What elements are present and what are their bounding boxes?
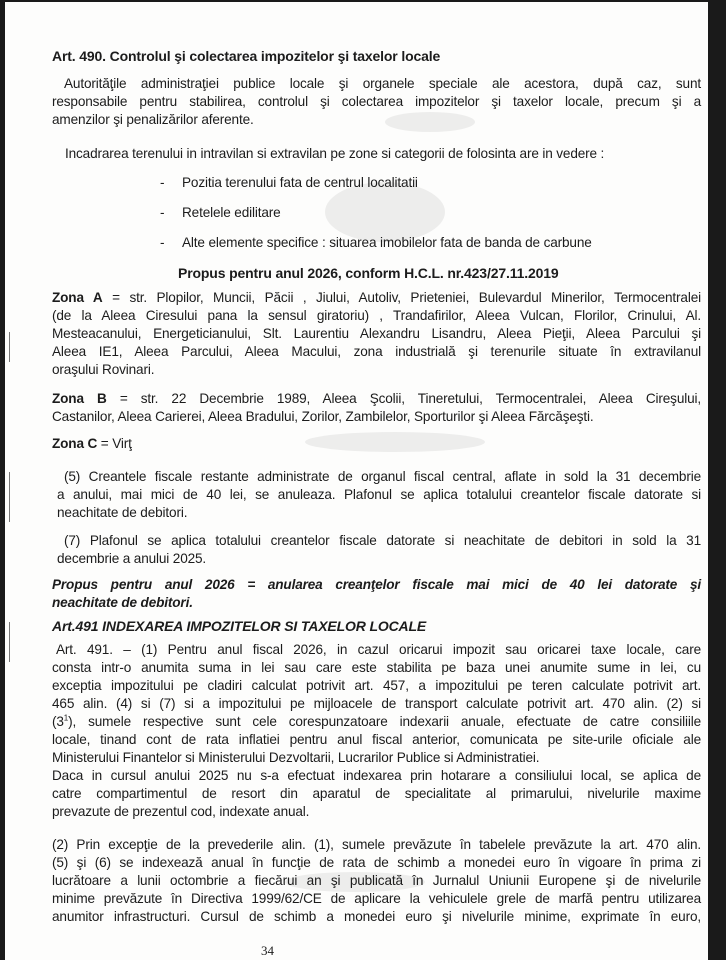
zona-a-line: Aleea IE1, Aleea Parcului, Aleea Macului, zona industrială şi terenurile situate în extravilanul [52, 344, 701, 359]
para5-line: neachitate de debitori. [57, 505, 188, 520]
art491-para2-line: minime prevăzute în Directiva 1999/62/CE de aplicare la vehiculele grele de marfă pentru utilizarea [52, 891, 701, 906]
bullet-item: Retelele edilitare [182, 205, 281, 220]
bullet-item: Pozitia terenului fata de centrul localitatii [182, 175, 418, 190]
para7-line: (7) Plafonul se aplica totalului creantelor fiscale datorate si neachitate de debitori in sold la 31 [64, 533, 701, 548]
art491-para1-line: Art. 491. – (1) Pentru anul fiscal 2026, in cazul oricarui impozit sau oricarei taxe locale, care [56, 642, 701, 657]
zona-c-line [52, 436, 132, 452]
zona-b-line [52, 391, 701, 407]
scan-margin-mark [9, 622, 10, 662]
zona-b-label: Zona B [52, 391, 107, 406]
para5-line: a anului, mai mici de 40 lei, se anuleaza. Plafonul se aplica totalului creantelor fiscale datorate si [57, 487, 701, 502]
daca-line: catre compartimentul de resort din aparatul de specialitate al primarului, nivelurile maxime [52, 786, 701, 801]
land-classification-intro: Incadrarea terenului in intravilan si extravilan pe zone si categorii de folosinta are in vedere : [65, 146, 605, 161]
document-page [5, 2, 708, 960]
art491-heading: Art.491 INDEXAREA IMPOZITELOR SI TAXELOR LOCALE [52, 618, 427, 634]
art491-para1-line: consta intr-o anumita suma in lei sau care este stabilita pe baza unei anumite sume in lei, cu [52, 660, 701, 675]
art491-para1-line: Ministerului Finantelor si Ministerului Dezvoltarii, Lucrarilor Publice si Administratiei. [52, 750, 540, 765]
bullet-marker: - [160, 205, 165, 220]
proposal-2026-line: neachitate de debitori. [52, 595, 193, 610]
zona-a-line [52, 290, 701, 306]
scan-noise [325, 182, 445, 242]
art491-para1-line [52, 714, 701, 730]
art491-para1-line: exceptia impozitului pe cladiri calculat potrivit art. 457, a impozitului pe teren calculate potrivit art. [52, 678, 701, 693]
zona-b-text: = str. 22 Decembrie 1989, Aleea Şcolii, Tineretului, Termocentralei, Aleea Cireşului, [106, 391, 702, 406]
art491-para2-line: (2) Prin excepţie de la prevederile alin. (1), sumele prevăzute în tabelele prevăzute la art. 470 alin. [52, 837, 701, 852]
art491-para1-line: locale, tinand cont de rata inflatiei pentru anul fiscal anterior, comunicata pe site-urile oficiale ale [52, 732, 701, 747]
art490-heading: Art. 490. Controlul şi colectarea impozitelor şi taxelor locale [52, 48, 441, 64]
page-number: 34 [261, 943, 274, 958]
para7-line: decembrie a anului 2025. [57, 551, 207, 566]
art491-para2-line: lucrătoare a lunii octombrie a fiecărui an şi publicată în Jurnalul Uniunii Europene şi de nivelurile [52, 873, 701, 888]
ref-superscript: 1 [63, 713, 69, 723]
zona-a-label: Zona A [52, 290, 103, 305]
ref-3-1: (3 [52, 714, 64, 729]
art490-para1-line: responsabile pentru stabilirea, controlul şi colectarea impozitelor şi taxelor locale, precum şi a [52, 94, 701, 109]
zona-b-line: Castanilor, Aleea Carierei, Aleea Bradului, Zorilor, Zambilelor, Sporturilor şi Aleea Fărcăşeşti. [52, 409, 594, 424]
bullet-marker: - [160, 235, 165, 250]
art491-para1-line: 465 alin. (4) si (7) si a impozitului pe mijloacele de transport calculate potrivit art. 470 alin. (2) si [52, 696, 701, 711]
scan-margin-mark [9, 332, 10, 362]
zona-a-text: = str. Plopilor, Muncii, Păcii , Jiului, Autoliv, Prieteniei, Bulevardul Minerilor, Termocentralei [102, 290, 701, 305]
art490-para1-line: amenzilor şi penalizărilor aferente. [52, 112, 254, 127]
scan-noise [305, 432, 485, 452]
daca-line: Daca in cursul anului 2025 nu s-a efectuat indexarea prin hotarare a consiliului local, se aplica de [52, 768, 701, 783]
hcl-proposal: Propus pentru anul 2026, conform H.C.L. nr.423/27.11.2019 [178, 265, 559, 281]
daca-line: prevazute de prezentul cod, indexate anual. [52, 804, 310, 819]
zona-a-line: oraşului Rovinari. [52, 362, 155, 377]
scan-noise [385, 112, 475, 132]
zona-c-text: = Virţ [97, 436, 132, 451]
scan-margin-mark [9, 472, 10, 522]
bullet-item: Alte elemente specifice : situarea imobilelor fata de banda de carbune [182, 235, 592, 250]
art491-para2-line: (5) şi (6) se indexează anual în funcţie de rata de schimb a monedei euro în vigoare în prima zi [52, 855, 701, 870]
art490-para1-line: Autorităţile administraţiei publice locale şi organele speciale ale acestora, după caz, sunt [64, 76, 701, 91]
zona-a-line: (de la Aleea Ciresului pana la sensul giratoriu) , Trandafirilor, Aleea Vulcan, Florilor, Crinului, Al. [52, 308, 701, 323]
art491-para2-line: anumitor infrastructuri. Cursul de schimb a monedei euro şi nivelurile minime, exprimate în euro, [52, 909, 701, 924]
para5-line: (5) Creantele fiscale restante administrate de organul fiscal central, aflate in sold la 31 decembrie [64, 469, 701, 484]
bullet-marker: - [160, 175, 165, 190]
proposal-2026-line: Propus pentru anul 2026 = anularea creanţelor fiscale mai mici de 40 lei datorate şi [52, 577, 701, 592]
ref-text: ), sumele respective sunt cele corespunzatoare indexarii anuale, efectuate de catre consiliile [68, 714, 701, 729]
zona-c-label: Zona C [52, 436, 98, 451]
zona-a-line: Mesteacanului, Energeticianului, Slt. Laurentiu Alexandru Lisandru, Aleea Pieţii, Aleea Parcului şi [52, 326, 701, 341]
